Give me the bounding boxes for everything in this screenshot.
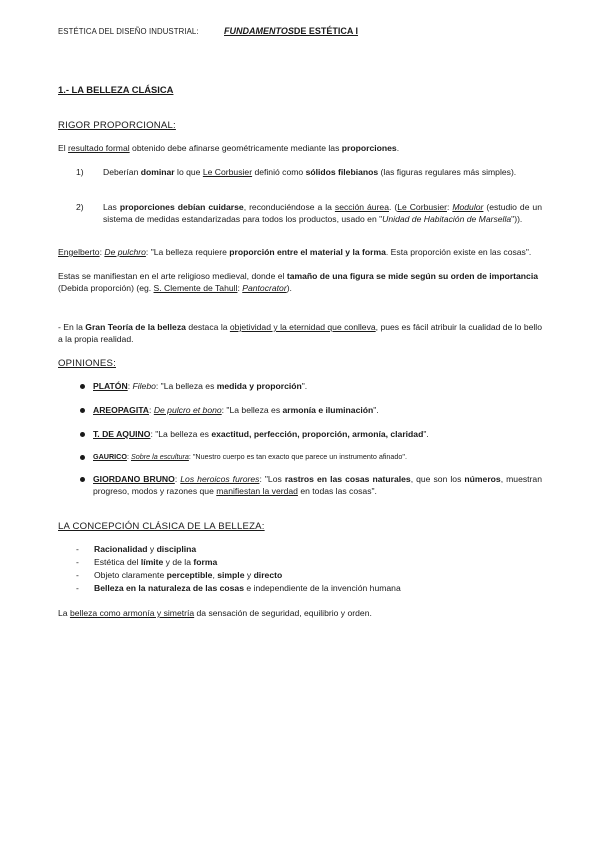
engelberto-quote: Engelberto: De pulchro: "La belleza requiere proporción entre el material y la forma. Esta proporción existe en las cosas". [58, 247, 532, 257]
rigor-intro: El resultado formal obtenido debe afinarse geométricamente mediante las proporciones. [58, 143, 400, 153]
bullet-icon [80, 384, 85, 389]
bullet-icon [80, 432, 85, 437]
rigor-heading: RIGOR PROPORCIONAL: [58, 120, 176, 131]
header-title: FUNDAMENTOSDE ESTÉTICA I [224, 26, 359, 36]
concepcion-heading: LA CONCEPCIÓN CLÁSICA DE LA BELLEZA: [58, 521, 265, 532]
bullet-icon [80, 477, 85, 482]
rigor-item-1: 1) Deberían dominar lo que Le Corbusier definió como sólidos filebianos (las figuras regulares más simples). [76, 167, 517, 177]
opiniones-heading: OPINIONES: [58, 358, 116, 369]
section-title: 1.- LA BELLEZA CLÁSICA [58, 84, 174, 95]
rigor-item-2: 2) Las proporciones debían cuidarse, reconduciéndose a la sección áurea. (Le Corbusier: Modulor (estudio de un sistema de medidas estandarizadas para todos los productos, usado en "Unidad de Habitación de Marsella")). [76, 202, 542, 225]
opinion-bruno: GIORDANO BRUNO: Los heroicos furores: "Los rastros en las cosas naturales, que son los números, muestran progreso, modos y razones que manifiestan la verdad en todas las cosas". [80, 473, 542, 497]
medieval-paragraph: Estas se manifiestan en el arte religioso medieval, donde el tamaño de una figura se mide según su orden de importancia (Debida proporción) (eg. S. Clemente de Tahull: Pantocrator). [58, 271, 539, 294]
concepcion-item-3: - Objeto claramente perceptible, simple y directo [76, 570, 283, 580]
closing-paragraph: La belleza como armonía y simetría da sensación de seguridad, equilibrio y orden. [58, 608, 372, 618]
opinion-gaurico: GAURICO: Sobre la escultura: "Nuestro cuerpo es tan exacto que parece un instrumento afinado". [80, 452, 542, 462]
gran-teoria-paragraph: - En la Gran Teoría de la belleza destaca la objetividad y la eternidad que conlleva, pues es fácil atribuir la cualidad de lo bello a la propia realidad. [58, 322, 542, 345]
concepcion-item-2: - Estética del límite y de la forma [76, 557, 218, 567]
opinion-platon: PLATÓN: Filebo: "La belleza es medida y proporción". [80, 380, 542, 392]
concepcion-item-1: - Racionalidad y disciplina [76, 544, 197, 554]
bullet-icon [80, 455, 85, 460]
concepcion-item-4: - Belleza en la naturaleza de las cosas e independiente de la invención humana [76, 583, 401, 593]
opinion-aquino: T. DE AQUINO: "La belleza es exactitud, perfección, proporción, armonía, claridad". [80, 428, 542, 440]
page-header [58, 25, 542, 39]
header-course: ESTÉTICA DEL DISEÑO INDUSTRIAL: [58, 27, 199, 36]
opinion-areopagita: AREOPAGITA: De pulcro et bono: "La belleza es armonía e iluminación". [80, 404, 542, 416]
bullet-icon [80, 408, 85, 413]
